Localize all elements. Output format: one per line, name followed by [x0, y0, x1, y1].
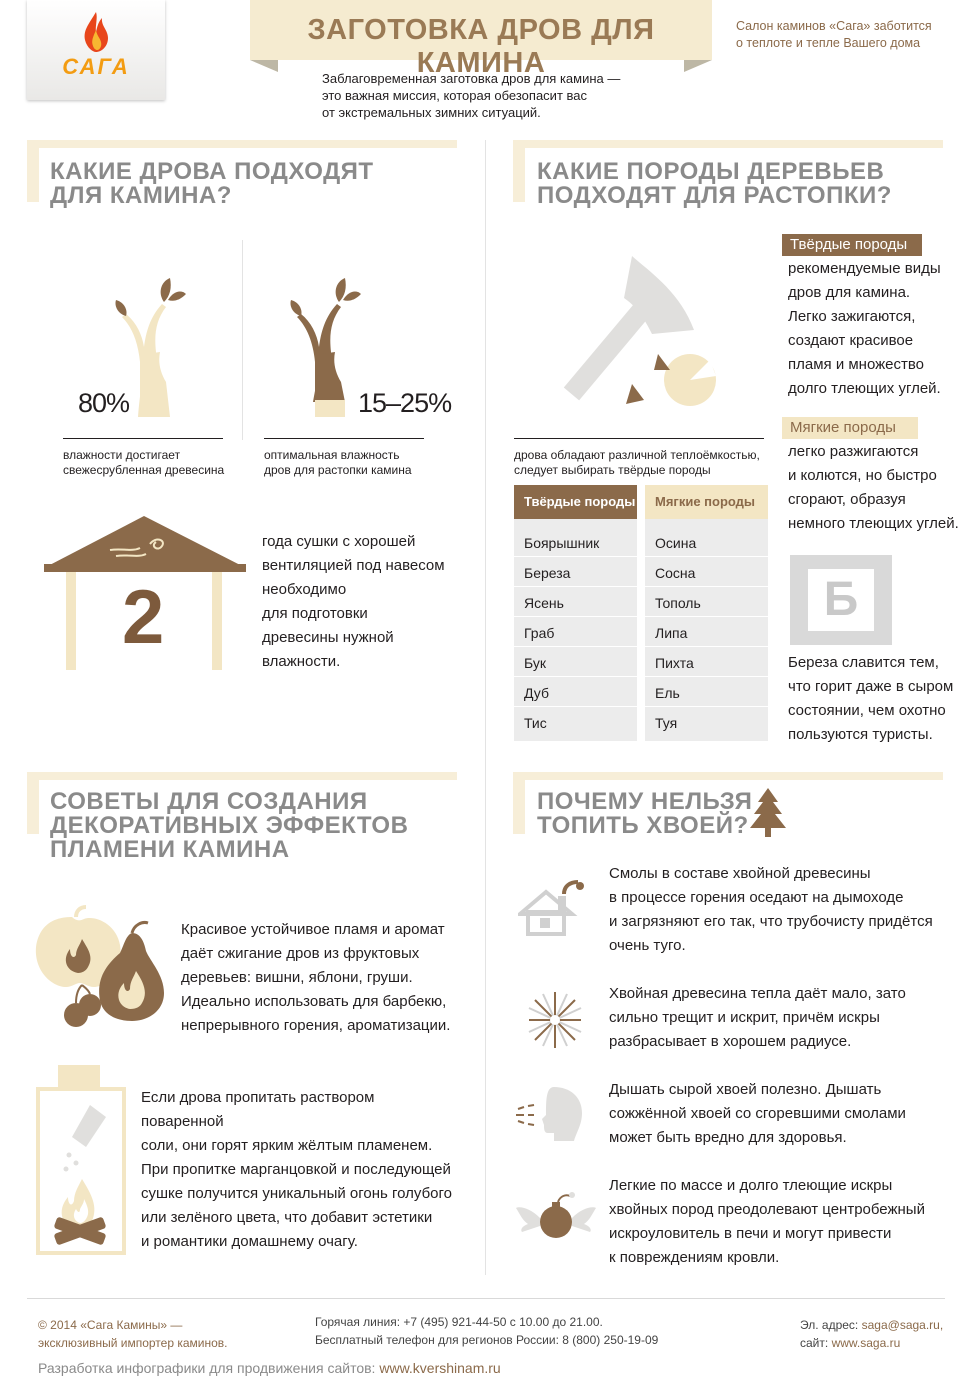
- conifer-reason-1: [609, 862, 939, 958]
- caption-line: следует выбирать твёрдые породы: [514, 463, 711, 477]
- heading-line: СОВЕТЫ ДЛЯ СОЗДАНИЯ: [50, 788, 368, 815]
- text-line: разбрасывает в хорошем радиусе.: [609, 1033, 852, 1050]
- text-line: пользуются туристы.: [788, 726, 933, 743]
- section-bar: [27, 772, 457, 780]
- text-line: Смолы в составе хвойной древесины: [609, 865, 871, 882]
- birch-letter: Б: [823, 573, 859, 626]
- text-line: создают красивое: [788, 332, 914, 349]
- text-line: сушке получится уникальный огонь голубого: [141, 1185, 453, 1202]
- heading-line: ТОПИТЬ ХВОЕЙ?: [537, 812, 749, 839]
- hard-species-desc: [788, 257, 968, 401]
- table-cell: Береза: [514, 557, 637, 587]
- text-line: Если дрова пропитать раствором поваренной: [141, 1089, 375, 1130]
- site-link[interactable]: www.saga.ru: [831, 1336, 901, 1350]
- table-cell: Граб: [514, 617, 637, 647]
- table-cell: Дуб: [514, 677, 637, 707]
- footer-dev: [38, 1360, 501, 1376]
- dry-tree-icon: [285, 272, 365, 417]
- hard-species-tag: Твёрдые породы: [782, 234, 922, 256]
- text-line: Хвойная древесина тепла даёт мало, зато: [609, 985, 906, 1002]
- text-line: и колются, но быстро: [788, 467, 937, 484]
- hard-species-table: [514, 485, 637, 741]
- table-cell: Ясень: [514, 587, 637, 617]
- soft-species-table: [645, 485, 768, 741]
- email-label: Эл. адрес:: [800, 1318, 859, 1332]
- text-line: необходимо: [262, 581, 347, 598]
- slogan: [736, 18, 946, 52]
- section-bar: [513, 140, 943, 148]
- text-line: года сушки с хорошей: [262, 533, 416, 550]
- table-cell: Боярышник: [514, 527, 637, 557]
- text-line: к повреждениям кровли.: [609, 1249, 780, 1266]
- caption-line: дрова обладают различной теплоёмкостью,: [514, 448, 760, 462]
- intro-line: Заблаговременная заготовка дров для камина —: [322, 71, 621, 86]
- footer-copyright: [38, 1316, 278, 1352]
- text-line: может быть вредно для здоровья.: [609, 1129, 847, 1146]
- intro-line: это важная миссия, которая обезопасит вас: [322, 88, 588, 103]
- heading-line: ДЕКОРАТИВНЫХ ЭФФЕКТОВ: [50, 812, 409, 839]
- section-side: [27, 140, 39, 202]
- birch-desc: [788, 651, 968, 747]
- text-line: дров для камина.: [788, 284, 911, 301]
- logo-text: САГА: [62, 54, 130, 79]
- text-line: Дышать сырой хвоей полезно. Дышать: [609, 1081, 882, 1098]
- birch-badge: [790, 555, 892, 645]
- chimney-icon: [518, 878, 584, 936]
- text-line: сильно трещит и искрит, причём искры: [609, 1009, 880, 1026]
- stat-divider: [242, 240, 243, 440]
- axe-rule: [514, 438, 764, 439]
- table-cell: Туя: [655, 715, 678, 731]
- page-title: ЗАГОТОВКА ДРОВ ДЛЯ КАМИНА: [307, 14, 655, 79]
- drying-text: [262, 530, 462, 674]
- stat-rule: [264, 438, 424, 439]
- heading-line: ПОЧЕМУ НЕЛЬЗЯ: [537, 788, 753, 815]
- dev-label: Разработка инфографики для продвижения сайтов:: [38, 1360, 376, 1376]
- text-line: искроуловитель в печи и могут привести: [609, 1225, 892, 1242]
- intro-text: [322, 70, 672, 121]
- hotline-text: Горячая линия: +7 (495) 921-44-50 с 10.00 до 21.00.: [315, 1315, 603, 1329]
- text-line: При пропитке марганцовкой и последующей: [141, 1161, 451, 1178]
- footer-phones: [315, 1313, 735, 1349]
- text-line: немного тлеющих углей.: [788, 515, 959, 532]
- table-cell: Ель: [645, 677, 768, 707]
- table-header-hard: Твёрдые породы: [514, 485, 637, 519]
- text-line: вентиляцией под навесом: [262, 557, 445, 574]
- text-line: пламя и множество: [788, 356, 925, 373]
- axe-icon: [540, 252, 720, 412]
- text-line: для подготовки: [262, 605, 368, 622]
- footer-divider: [27, 1298, 945, 1299]
- text-line: непрерывного горения, ароматизации.: [181, 1017, 451, 1034]
- text-line: сгорают, образуя: [788, 491, 906, 508]
- salt-shaker-icon: [36, 1065, 128, 1255]
- text-line: и загрязняют его так, что трубочисту придётся: [609, 913, 933, 930]
- salt-tip: [141, 1086, 461, 1254]
- copyright-line: © 2014 «Сага Камины» —: [38, 1318, 183, 1332]
- section-heading-firewood: [50, 160, 374, 208]
- heading-line: ПОДХОДЯТ ДЛЯ РАСТОПКИ?: [537, 182, 892, 209]
- caption-line: оптимальная влажность: [264, 448, 400, 462]
- stat-optimal-caption: [264, 448, 454, 478]
- caption-line: свежесрубленная древесина: [63, 463, 225, 477]
- table-cell: Пихта: [645, 647, 768, 677]
- section-bar: [513, 772, 943, 780]
- text-line: древесины нужной: [262, 629, 394, 646]
- text-line: Легко зажигаются,: [788, 308, 916, 325]
- email-link[interactable]: saga@saga.ru,: [861, 1318, 944, 1332]
- copyright-line: эксклюзивный импортер каминов.: [38, 1336, 228, 1350]
- section-side: [513, 772, 525, 834]
- sparks-icon: [527, 990, 583, 1050]
- section-side: [513, 140, 525, 202]
- table-cell: Тис: [524, 715, 547, 731]
- caption-line: влажности достигает: [63, 448, 181, 462]
- section-bar: [27, 140, 457, 148]
- text-line: сожжённой хвоей со сгоревшими смолами: [609, 1105, 906, 1122]
- text-line: соли, они горят ярким жёлтым пламенем.: [141, 1137, 433, 1154]
- text-line: даёт сжигание дров из фруктовых: [181, 945, 420, 962]
- slogan-line: Салон каминов «Сага» заботится: [736, 19, 932, 33]
- axe-caption: [514, 448, 784, 478]
- fruit-tip: [181, 918, 471, 1038]
- section-heading-conifer: [537, 790, 752, 838]
- section-heading-tips: [50, 790, 408, 862]
- text-line: легко разжигаются: [788, 443, 919, 460]
- fruit-icon: [32, 905, 167, 1035]
- conifer-reason-4: [609, 1174, 939, 1270]
- conifer-reason-2: [609, 982, 939, 1054]
- text-line: Красивое устойчивое пламя и аромат: [181, 921, 445, 938]
- section-side: [27, 772, 39, 834]
- flame-icon: [79, 10, 113, 54]
- intro-line: от экстремальных зимних ситуаций.: [322, 105, 541, 120]
- column-divider: [485, 140, 486, 1275]
- text-line: рекомендуемые виды: [788, 260, 941, 277]
- heading-line: КАКИЕ ДРОВА ПОДХОДЯТ: [50, 158, 374, 185]
- logo[interactable]: [27, 0, 165, 100]
- dev-site-link[interactable]: www.kvershinam.ru: [379, 1360, 501, 1376]
- table-cell: Осина: [645, 527, 768, 557]
- text-line: или зелёного цвета, что добавит эстетики: [141, 1209, 433, 1226]
- conifer-reason-3: [609, 1078, 939, 1150]
- heading-line: ДЛЯ КАМИНА?: [50, 182, 232, 209]
- winged-bomb-icon: [514, 1190, 598, 1248]
- stat-optimal-value: 15–25%: [358, 388, 452, 418]
- text-line: долго тлеющих углей.: [788, 380, 941, 397]
- heading-line: ПЛАМЕНИ КАМИНА: [50, 836, 290, 863]
- site-label: сайт:: [800, 1336, 829, 1350]
- text-line: Легкие по массе и долго тлеющие искры: [609, 1177, 893, 1194]
- table-cell: Липа: [645, 617, 768, 647]
- stat-fresh-caption: [63, 448, 243, 478]
- heading-line: КАКИЕ ПОРОДЫ ДЕРЕВЬЕВ: [537, 158, 885, 185]
- free-phone-text: Бесплатный телефон для регионов России: 8 (800) 250-19-09: [315, 1333, 659, 1347]
- slogan-line: о теплоте и тепле Вашего дома: [736, 36, 921, 50]
- soft-species-tag: Мягкие породы: [782, 417, 918, 439]
- text-line: влажности.: [262, 653, 341, 670]
- table-cell: Сосна: [645, 557, 768, 587]
- text-line: в процессе горения оседают на дымоходе: [609, 889, 904, 906]
- stat-fresh-value: 80%: [78, 388, 130, 418]
- soft-species-desc: [788, 440, 968, 536]
- table-cell: Тополь: [645, 587, 768, 617]
- caption-line: дров для растопки камина: [264, 463, 412, 477]
- text-line: и романтики домашнему очагу.: [141, 1233, 358, 1250]
- text-line: очень туго.: [609, 937, 686, 954]
- text-line: состоянии, чем охотно: [788, 702, 946, 719]
- table-cell: Бук: [514, 647, 637, 677]
- fir-tree-icon: [748, 786, 788, 838]
- text-line: деревьев: вишни, яблони, груши.: [181, 969, 413, 986]
- text-line: хвойных пород преодолевают центробежный: [609, 1201, 925, 1218]
- section-heading-species: [537, 160, 892, 208]
- drying-years: 2: [122, 575, 165, 660]
- footer-contacts: [800, 1316, 950, 1352]
- text-line: что горит даже в сыром: [788, 678, 954, 695]
- breathing-head-icon: [514, 1085, 584, 1143]
- text-line: Идеально использовать для барбекю,: [181, 993, 447, 1010]
- stat-rule: [63, 438, 223, 439]
- text-line: Береза славится тем,: [788, 654, 939, 671]
- table-header-soft: Мягкие породы: [645, 485, 768, 519]
